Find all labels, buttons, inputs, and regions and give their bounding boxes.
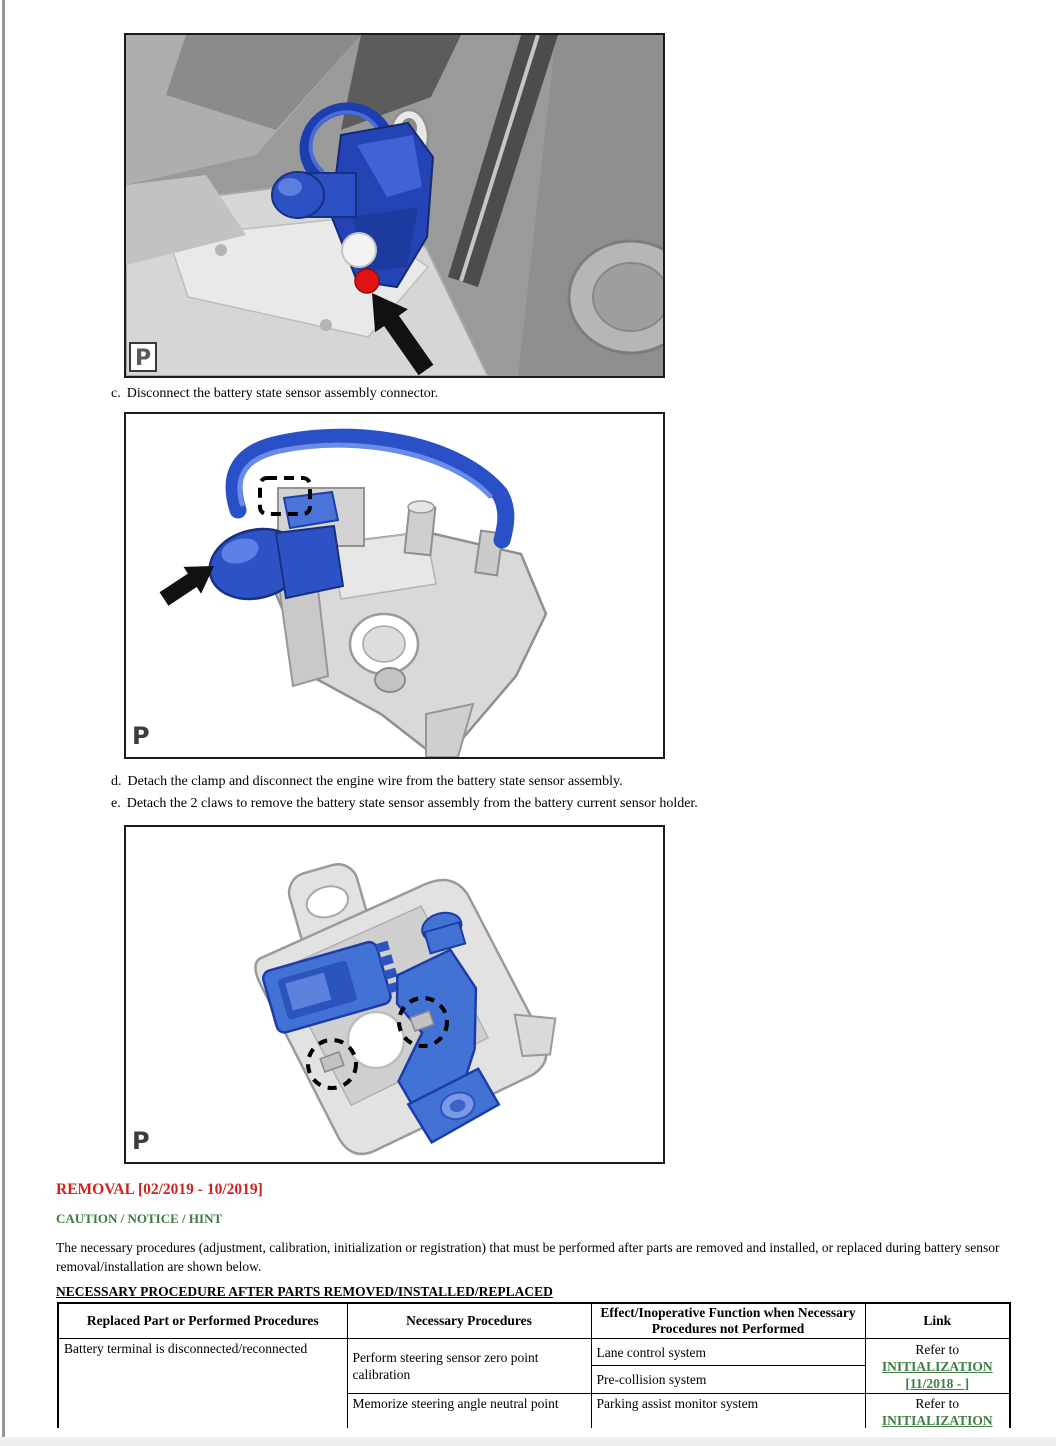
removal-heading: REMOVAL [02/2019 - 10/2019] (56, 1181, 263, 1198)
procedure-table (57, 1302, 1011, 1428)
initialization-link-2[interactable]: INITIALIZATION (881, 1413, 993, 1428)
step-e-caption (111, 795, 698, 813)
initialization-link-1[interactable]: INITIALIZATION [11/2018 - ] (881, 1358, 993, 1391)
terminal-hole (348, 1012, 404, 1068)
figure-clamp-wire (124, 412, 665, 759)
header-necessary-procedures: Necessary Procedures (347, 1303, 591, 1339)
cell-procedure-1: Perform steering sensor zero point calibration (347, 1339, 591, 1394)
cell-effect-pre-collision: Pre-collision system (591, 1366, 865, 1394)
illustration-sensor-wire (126, 414, 663, 757)
cell-procedure-2: Memorize steering angle neutral point (347, 1394, 591, 1429)
bolt-hole (342, 233, 376, 267)
cell-link-2 (865, 1394, 1010, 1429)
step-letter: d. (111, 774, 122, 789)
page-left-border (2, 0, 5, 1437)
window-bottom-band (0, 1437, 1056, 1446)
link-prefix: Refer to (915, 1341, 960, 1357)
caution-notice-hint-heading: CAUTION / NOTICE / HINT (56, 1211, 223, 1226)
step-d-caption (111, 773, 623, 791)
cell-replaced-part: Battery terminal is disconnected/reconnected (58, 1339, 347, 1429)
cell-link-1 (865, 1339, 1010, 1394)
header-effect: Effect/Inoperative Function when Necessary Procedures not Performed (591, 1303, 865, 1339)
red-highlight-dot (355, 269, 379, 293)
procedure-table-container (57, 1302, 1011, 1428)
procedure-table-title: NECESSARY PROCEDURE AFTER PARTS REMOVED/INSTALLED/REPLACED (56, 1284, 553, 1299)
cell-effect-lane-control: Lane control system (591, 1339, 865, 1366)
figure-connector-location (124, 33, 665, 378)
illustration-engine-bay (126, 35, 663, 376)
step-text: Detach the clamp and disconnect the engine wire from the battery state sensor assembly. (127, 774, 623, 789)
cell-effect-parking-assist: Parking assist monitor system (591, 1394, 865, 1429)
step-c-caption (111, 385, 438, 403)
header-link: Link (865, 1303, 1010, 1339)
illustration-sensor-holder (126, 827, 663, 1162)
intro-paragraph: The necessary procedures (adjustment, calibration, initialization or registration) that must be performed after parts are removed and installed, or replaced during battery sensor removal/installation are shown below. (56, 1240, 1000, 1274)
step-text: Disconnect the battery state sensor assembly connector. (126, 386, 439, 401)
link-prefix: Refer to (915, 1396, 960, 1411)
figure-plate-label: P (132, 1127, 150, 1155)
step-text: Detach the 2 claws to remove the battery state sensor assembly from the battery current sensor holder. (126, 796, 698, 811)
figure-plate-label: P (135, 346, 152, 371)
figure-claws-holder (124, 825, 665, 1164)
table-row (58, 1339, 1010, 1366)
step-letter: e. (111, 796, 121, 811)
figure-plate-label: P (132, 722, 150, 750)
table-header-row (58, 1303, 1010, 1339)
step-letter: c. (111, 386, 121, 401)
header-replaced-part: Replaced Part or Performed Procedures (58, 1303, 347, 1339)
